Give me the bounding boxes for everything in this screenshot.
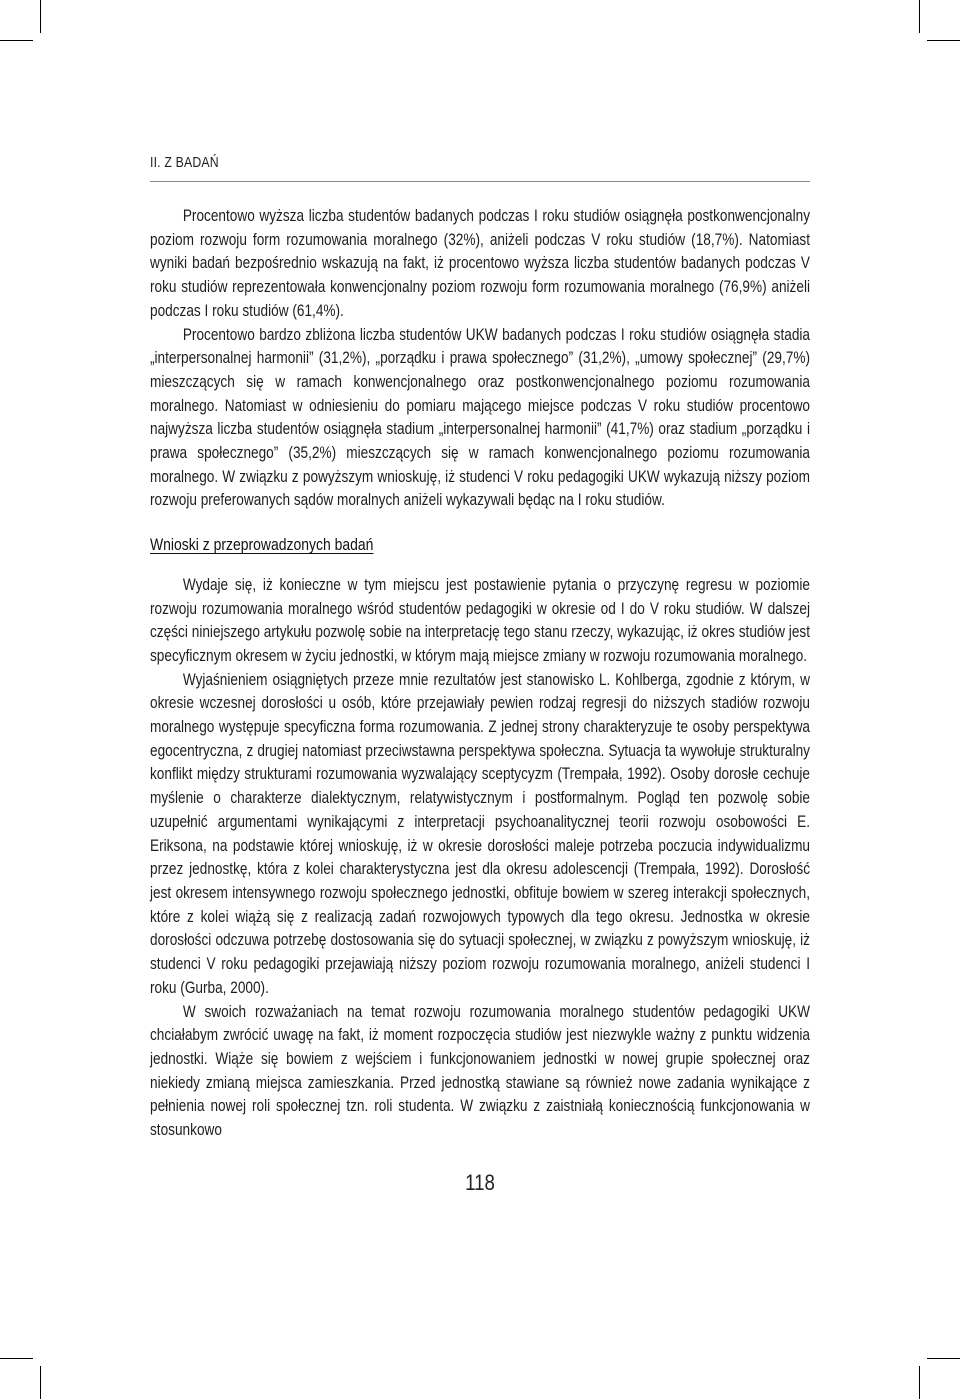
- header-rule: [150, 181, 810, 182]
- crop-mark-bottom-right-vertical: [919, 1366, 920, 1399]
- crop-mark-top-right-vertical: [919, 0, 920, 33]
- paragraph: Procentowo wyższa liczba studentów badanych podczas I roku studiów osiągnęła postkonwencjonalny poziom rozwoju form rozumowania moralnego (32%), aniżeli podczas V roku studiów (18,7%). Natomiast wyniki badań bezpośrednio wskazują na fakt, iż procentowo wyższa liczba studentów badanych podczas V roku studiów reprezentowała konwencjonalny poziom rozwoju form rozumowania moralnego (76,9%) aniżeli podczas I roku studiów (61,4%).: [150, 206, 811, 320]
- paragraph: Wyjaśnieniem osiągniętych przeze mnie rezultatów jest stanowisko L. Kohlberga, zgodnie z którym, w okresie wczesnej dorosłości u osób, które przejawiały pewien rodzaj regresji do niższych stadiów rozwoju moralnego występuje specyficzna forma rozumowania. Z jednej strony charakteryzuje te osoby perspektywa egocentryczna, z drugiej natomiast przeciwstawna perspektywa społeczna. Sytuacja ta wywołuje strukturalny konflikt między strukturami rozumowania wyzwalający sceptycyzm (Trempała, 1992). Osoby dorosłe cechuje myślenie o charakterze dialektycznym, relatywistycznym i postformalnym. Pogląd ten pozwolę sobie uzupełnić argumentami wynikającymi z interpretacji psychoanalitycznej teorii rozwoju osobowości E. Eriksona, na podstawie której wnioskuję, iż w okresie dorosłości maleje potrzeba poczucia indywidualizmu przez jednostkę, która z kolei charakterystyczna jest dla okresu adolescencji (Trempała, 1992). Dorosłość jest okresem intensywnego rozwoju społecznego jednostki, obfituje bowiem w szereg interakcji społecznych, które z kolei wiążą się z realizacją zadań rozwojowych typowych dla tego okresu. Jednostka w okresie dorosłości odczuwa potrzebę dostosowania się do sytuacji społecznej, w związku z powyższym wnioskuję, iż studenci V roku pedagogiki przejawiają niższy poziom rozwoju rozumowania moralnego, aniżeli studenci I roku (Gurba, 2000).: [150, 669, 811, 997]
- paragraph: W swoich rozważaniach na temat rozwoju rozumowania moralnego studentów pedagogiki UKW chciałabym zwrócić uwagę na fakt, iż moment rozpoczęcia studiów jest niezwykle ważny z punktu widzenia jednostki. Wiąże się bowiem z wejściem i funkcjonowaniem jednostki w nowej grupie społecznej oraz niekiedy zmianą miejsca zamieszkania. Przed jednostką stawiane są również nowe zadania wynikające z pełnienia nowej roli społecznej tzn. roli studenta. W związku z zaistniałą koniecznością funkcjonowania w stosunkowo: [150, 1001, 811, 1140]
- crop-mark-top-left-horizontal: [0, 40, 33, 41]
- page-number: 118: [465, 1170, 495, 1195]
- page-body: [150, 204, 810, 1142]
- paragraph: Wydaje się, iż konieczne w tym miejscu jest postawienie pytania o przyczynę regresu w poziomie rozwoju rozumowania moralnego wśród studentów pedagogiki w okresie od I do V roku studiów. W dalszej części niniejszego artykułu pozwolę sobie na interpretację tego stanu rzeczy, wykazując, iż okres studiów jest specyficznym okresem w życiu jednostki, w którym mają miejsce zmiany w rozwoju rozumowania moralnego.: [150, 574, 811, 665]
- running-header: II. Z BADAŃ: [150, 154, 219, 171]
- crop-mark-bottom-left-vertical: [40, 1366, 41, 1399]
- crop-mark-top-left-vertical: [40, 0, 41, 33]
- crop-mark-top-right-horizontal: [927, 40, 960, 41]
- crop-mark-bottom-right-horizontal: [927, 1358, 960, 1359]
- paragraph: Procentowo bardzo zbliżona liczba studentów UKW badanych podczas I roku studiów osiągnęła stadia „interpersonalnej harmonii” (31,2%), „porządku i prawa społecznego” (31,2%), „umowy społecznej” (29,7%) mieszczących się w ramach konwencjonalnego oraz postkonwencjonalnego poziomu rozumowania moralnego. Natomiast w odniesieniu do pomiaru mającego miejsce podczas V roku studiów procentowo najwyższa liczba studentów osiągnęła stadium „interpersonalnej harmonii” (41,7%) oraz stadium „porządku i prawa społecznego” (35,2%) mieszczących się w ramach konwencjonalnego poziomu rozumowania moralnego. W związku z powyższym wnioskuję, iż studenci V roku pedagogiki UKW wykazują niższy poziom rozwoju preferowanych sądów moralnych aniżeli wykazywali będąc na I roku studiów.: [150, 324, 811, 510]
- section-heading: Wnioski z przeprowadzonych badań: [150, 535, 374, 555]
- crop-mark-bottom-left-horizontal: [0, 1358, 33, 1359]
